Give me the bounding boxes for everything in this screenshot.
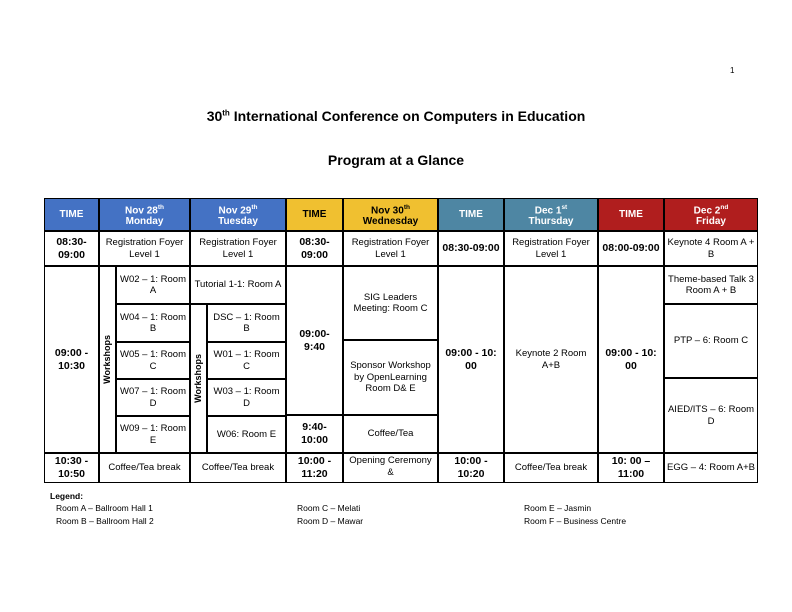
session-w07-nov28: W07 – 1: Room D bbox=[116, 379, 190, 416]
session-theme-talk-dec2: Theme-based Talk 3 Room A + B bbox=[664, 266, 758, 304]
header-text: TIME bbox=[59, 209, 84, 220]
time-slot-row1-d: 08:00-09:00 bbox=[598, 231, 664, 266]
header-text: TIME bbox=[459, 209, 483, 220]
header-nov28 bbox=[99, 198, 190, 231]
time-slot-row1-c: 08:30-09:00 bbox=[438, 231, 504, 266]
session-coffee-dec1: Coffee/Tea break bbox=[504, 453, 598, 483]
session-keynote2-dec1: Keynote 2 Room A+B bbox=[504, 266, 598, 453]
header-time-2 bbox=[286, 198, 343, 231]
header-text: Thursday bbox=[528, 216, 574, 228]
time-slot-row3-d: 10: 00 – 11:00 bbox=[598, 453, 664, 483]
header-dec1 bbox=[504, 198, 598, 231]
legend-item-room-f: Room F – Business Centre bbox=[524, 516, 627, 526]
title-text: International Conference on Computers in Education bbox=[229, 108, 586, 124]
time-slot-row2-b: 09:00-9:40 bbox=[286, 266, 343, 415]
session-w03-nov29: W03 – 1: Room D bbox=[207, 379, 286, 416]
workshops-label-nov29 bbox=[190, 304, 207, 453]
header-text: Monday bbox=[125, 216, 164, 228]
header-text: Tuesday bbox=[218, 216, 258, 228]
session-opening-ceremony-nov30: Opening Ceremony & bbox=[343, 453, 438, 483]
header-text: Nov 29 bbox=[218, 205, 252, 217]
header-time-1 bbox=[44, 198, 99, 231]
title-number: 30 bbox=[206, 108, 223, 124]
time-slot-row2-c: 09:00 - 10: 00 bbox=[438, 266, 504, 453]
workshops-label-nov28 bbox=[99, 266, 116, 453]
session-w06-nov29: W06: Room E bbox=[207, 416, 286, 453]
time-slot-row3-c: 10:00 - 10:20 bbox=[438, 453, 504, 483]
session-coffee-nov28: Coffee/Tea break bbox=[99, 453, 190, 483]
legend-item-room-b: Room B – Ballroom Hall 2 bbox=[56, 516, 154, 526]
session-w04-nov28: W04 – 1: Room B bbox=[116, 304, 190, 342]
time-slot-row1-a: 08:30-09:00 bbox=[44, 231, 99, 266]
legend-item-room-e: Room E – Jasmin bbox=[524, 503, 592, 513]
page-number: 1 bbox=[730, 66, 735, 75]
header-text: st bbox=[561, 203, 568, 211]
time-slot-row2-b2: 9:40-10:00 bbox=[286, 415, 343, 453]
header-time-3 bbox=[438, 198, 504, 231]
title-ordinal: th bbox=[222, 108, 230, 118]
session-aied-dec2: AIED/ITS – 6: Room D bbox=[664, 378, 758, 453]
header-text: Nov 28 bbox=[125, 205, 158, 217]
session-registration-nov29: Registration Foyer Level 1 bbox=[190, 231, 286, 266]
session-sig-leaders-nov30: SIG Leaders Meeting: Room C bbox=[343, 266, 438, 340]
header-text: th bbox=[251, 203, 258, 211]
header-nov30 bbox=[343, 198, 438, 231]
session-sponsor-workshop-nov30: Sponsor Workshop by OpenLearning Room D& E bbox=[343, 340, 438, 415]
header-text: Friday bbox=[695, 216, 726, 228]
header-text: TIME bbox=[302, 209, 327, 220]
legend-item-room-d: Room D – Mawar bbox=[297, 516, 364, 526]
conference-title bbox=[0, 108, 792, 124]
header-text: Dec 1 bbox=[534, 205, 562, 217]
session-ptp-dec2: PTP – 6: Room C bbox=[664, 304, 758, 378]
header-text: Dec 2 bbox=[693, 205, 721, 217]
time-slot-row3-a: 10:30 - 10:50 bbox=[44, 453, 99, 483]
session-registration-dec1: Registration Foyer Level 1 bbox=[504, 231, 598, 266]
legend-item-room-a: Room A – Ballroom Hall 1 bbox=[56, 503, 153, 513]
header-text: Workshops bbox=[101, 335, 112, 384]
session-keynote4-dec2: Keynote 4 Room A + B bbox=[664, 231, 758, 266]
session-registration-nov28: Registration Foyer Level 1 bbox=[99, 231, 190, 266]
session-coffee-nov29: Coffee/Tea break bbox=[190, 453, 286, 483]
header-time-4 bbox=[598, 198, 664, 231]
session-coffee-nov30: Coffee/Tea bbox=[343, 415, 438, 453]
header-text: TIME bbox=[619, 209, 643, 220]
legend-item-room-c: Room C – Melati bbox=[297, 503, 361, 513]
session-dsc-nov29: DSC – 1: Room B bbox=[207, 304, 286, 342]
time-slot-row2-d: 09:00 - 10: 00 bbox=[598, 266, 664, 453]
page-subtitle: Program at a Glance bbox=[327, 152, 465, 168]
session-w02-nov28: W02 – 1: Room A bbox=[116, 266, 190, 304]
header-nov29 bbox=[190, 198, 286, 231]
header-text: Workshops bbox=[192, 354, 203, 403]
header-text: Nov 30 bbox=[371, 205, 404, 217]
session-registration-nov30: Registration Foyer Level 1 bbox=[343, 231, 438, 266]
legend-title: Legend: bbox=[50, 491, 84, 501]
header-text: Wednesday bbox=[362, 216, 419, 228]
header-dec2 bbox=[664, 198, 758, 231]
header-text: th bbox=[403, 203, 410, 211]
time-slot-row2-a: 09:00 - 10:30 bbox=[44, 266, 99, 453]
session-w01-nov29: W01 – 1: Room C bbox=[207, 342, 286, 379]
session-egg-dec2: EGG – 4: Room A+B bbox=[664, 453, 758, 483]
header-text: th bbox=[157, 203, 164, 211]
time-slot-row3-b: 10:00 - 11:20 bbox=[286, 453, 343, 483]
session-w09-nov28: W09 – 1: Room E bbox=[116, 416, 190, 453]
time-slot-row1-b: 08:30-09:00 bbox=[286, 231, 343, 266]
session-tutorial-nov29: Tutorial 1-1: Room A bbox=[190, 266, 286, 304]
header-text: nd bbox=[720, 203, 729, 211]
session-w05-nov28: W05 – 1: Room C bbox=[116, 342, 190, 379]
